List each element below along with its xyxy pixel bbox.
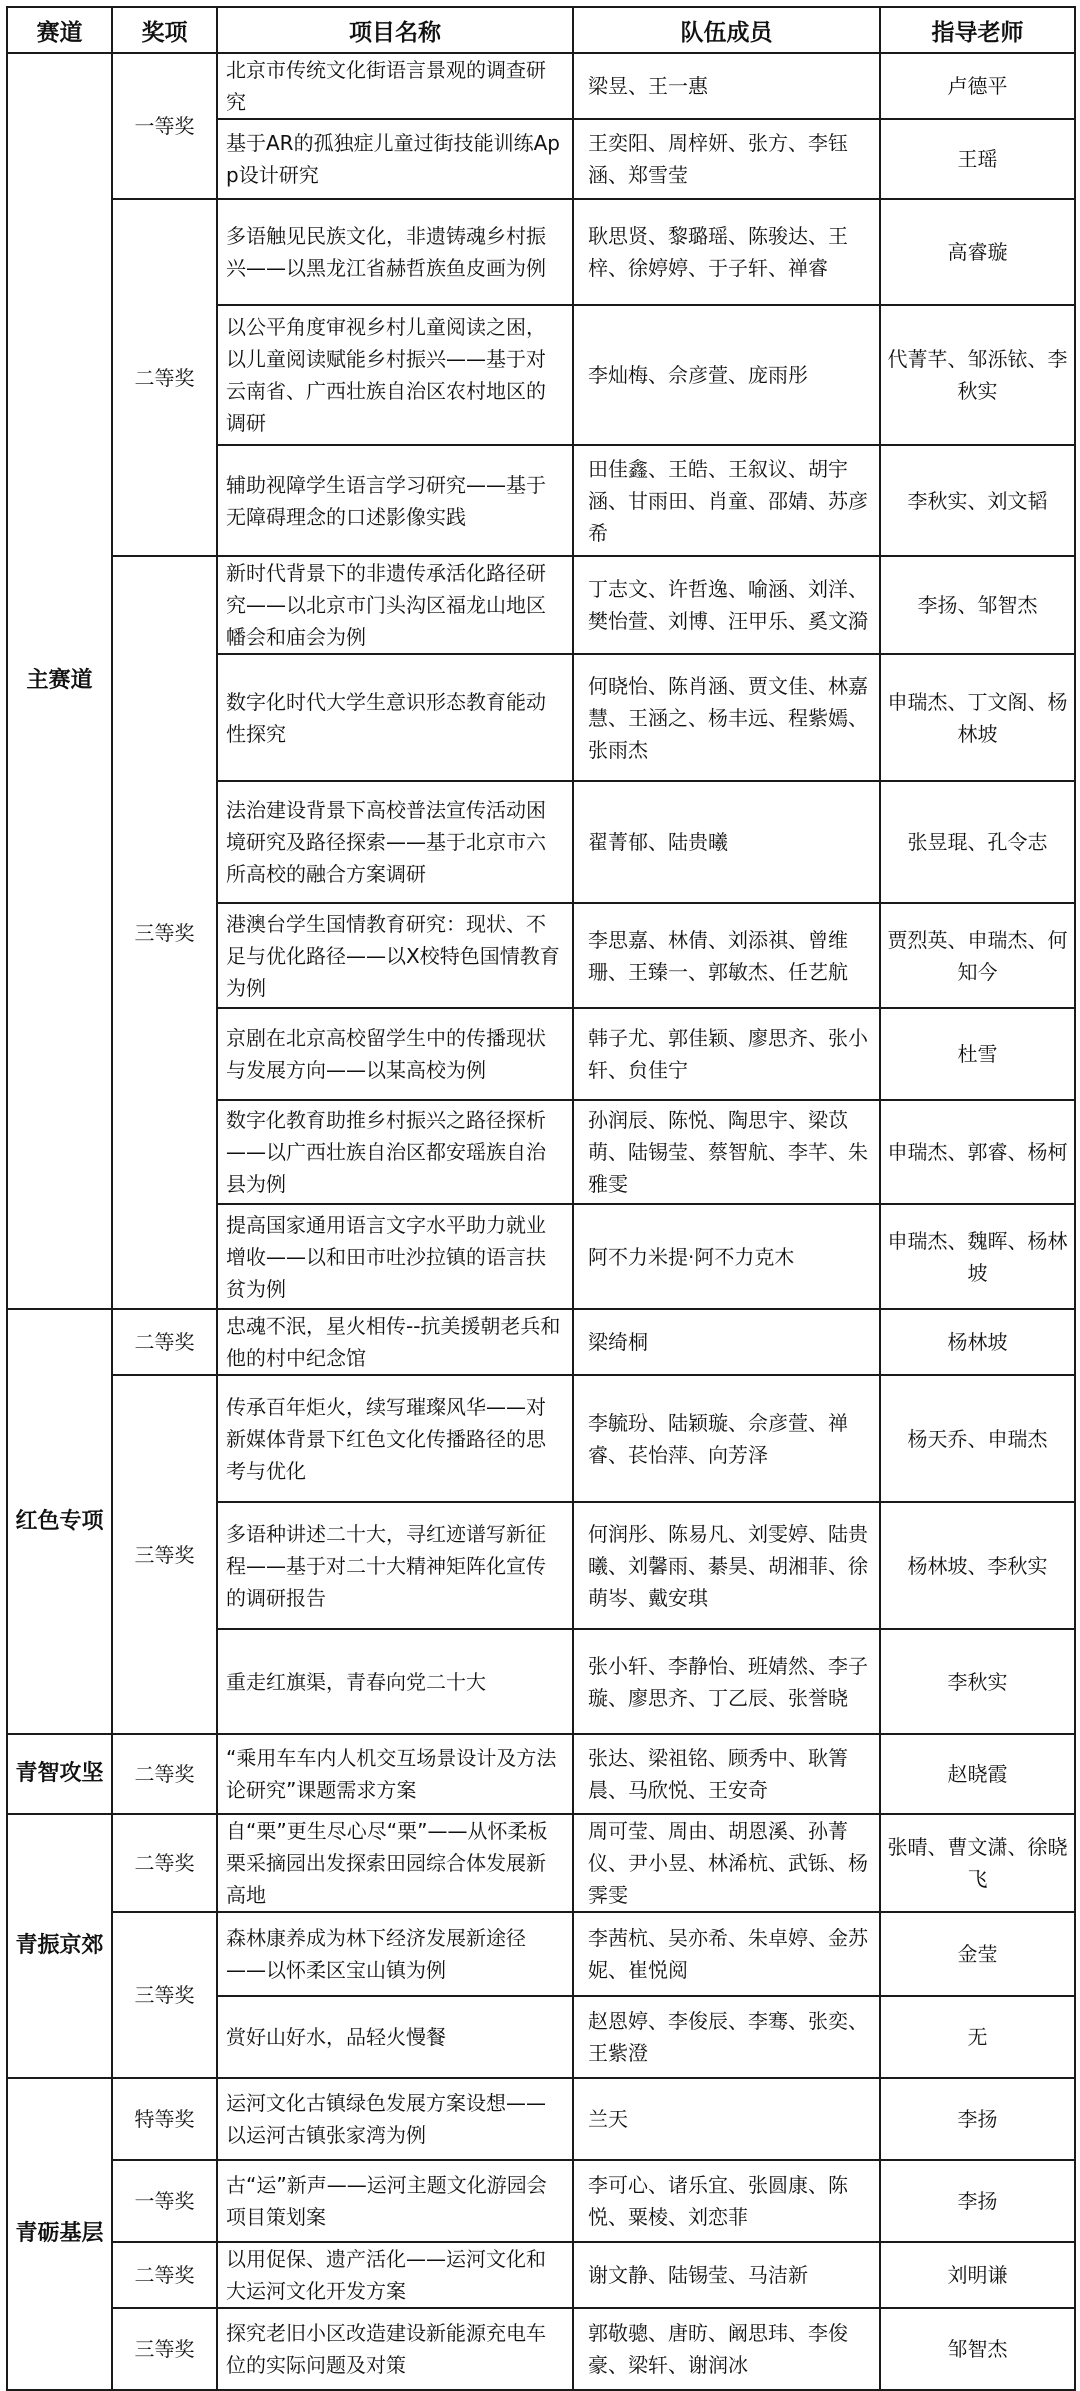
advisor-name: 赵晓霞 <box>880 1734 1075 1814</box>
project-title: 自“栗”更生尽心尽“栗”——从怀柔板栗采摘园出发探索田园综合体发展新高地 <box>217 1814 573 1912</box>
advisor-name: 贾烈英、申瑞杰、何知今 <box>880 903 1075 1008</box>
advisor-name: 申瑞杰、丁文阁、杨林坡 <box>880 654 1075 781</box>
awards-table <box>6 6 1076 2391</box>
table-row <box>7 2078 1075 2160</box>
track-cell-qingzhen: 青振京郊 <box>7 1814 112 2078</box>
project-title: 运河文化古镇绿色发展方案设想——以运河古镇张家湾为例 <box>217 2078 573 2160</box>
team-members: 王奕阳、周梓妍、张方、李钰涵、郑雪莹 <box>573 119 880 199</box>
team-members: 张小轩、李静怡、班婧然、李子璇、廖思齐、丁乙辰、张誉晓 <box>573 1629 880 1734</box>
project-title: 多语种讲述二十大，寻红迹谱写新征程——基于对二十大精神矩阵化宣传的调研报告 <box>217 1502 573 1629</box>
table-row <box>7 199 1075 305</box>
project-title: 数字化教育助推乡村振兴之路径探析——以广西壮族自治区都安瑶族自治县为例 <box>217 1100 573 1204</box>
table-row <box>7 2242 1075 2308</box>
project-title: 以公平角度审视乡村儿童阅读之困，以儿童阅读赋能乡村振兴——基于对云南省、广西壮族自治区农村地区的调研 <box>217 305 573 445</box>
team-members: 孙润辰、陈悦、陶思宇、梁苡萌、陆锡莹、蔡智航、李芊、朱雅雯 <box>573 1100 880 1204</box>
project-title: 数字化时代大学生意识形态教育能动性探究 <box>217 654 573 781</box>
project-title: 北京市传统文化街语言景观的调查研究 <box>217 53 573 119</box>
project-title: 古“运”新声——运河主题文化游园会项目策划案 <box>217 2160 573 2242</box>
advisor-name: 张昱琨、孔令志 <box>880 781 1075 903</box>
team-members: 何润彤、陈易凡、刘雯婷、陆贵曦、刘馨雨、綦昊、胡湘菲、徐萌岑、戴安琪 <box>573 1502 880 1629</box>
project-title: 赏好山好水，品轻火慢餐 <box>217 1996 573 2078</box>
team-members: 兰天 <box>573 2078 880 2160</box>
advisor-name: 杨林坡、李秋实 <box>880 1502 1075 1629</box>
project-title: 森林康养成为林下经济发展新途径——以怀柔区宝山镇为例 <box>217 1912 573 1996</box>
project-title: 新时代背景下的非遗传承活化路径研究——以北京市门头沟区福龙山地区幡会和庙会为例 <box>217 556 573 654</box>
project-title: 法治建设背景下高校普法宣传活动困境研究及路径探索——基于北京市六所高校的融合方案调研 <box>217 781 573 903</box>
advisor-name: 李秋实、刘文韬 <box>880 445 1075 556</box>
header-title: 项目名称 <box>217 7 573 53</box>
advisor-name: 申瑞杰、郭睿、杨柯 <box>880 1100 1075 1204</box>
award-cell: 特等奖 <box>112 2078 217 2160</box>
project-title: 提高国家通用语言文字水平助力就业增收——以和田市吐沙拉镇的语言扶贫为例 <box>217 1204 573 1309</box>
team-members: 李毓玢、陆颖璇、佘彦萱、禅睿、苌怡萍、向芳泽 <box>573 1375 880 1502</box>
project-title: 以用促保、遗产活化——运河文化和大运河文化开发方案 <box>217 2242 573 2308</box>
award-cell: 三等奖 <box>112 1912 217 2078</box>
award-cell: 二等奖 <box>112 1814 217 1912</box>
track-cell-qingzhi: 青智攻坚 <box>7 1734 112 1814</box>
team-members: 李可心、诸乐宜、张圆康、陈悦、粟棱、刘恋菲 <box>573 2160 880 2242</box>
advisor-name: 李扬、邹智杰 <box>880 556 1075 654</box>
award-cell: 三等奖 <box>112 1375 217 1734</box>
project-title: 传承百年炬火，续写璀璨风华——对新媒体背景下红色文化传播路径的思考与优化 <box>217 1375 573 1502</box>
team-members: 丁志文、许哲逸、喻涵、刘洋、樊怡萱、刘博、汪甲乐、奚文漪 <box>573 556 880 654</box>
header-team: 队伍成员 <box>573 7 880 53</box>
project-title: “乘用车车内人机交互场景设计及方法论研究”课题需求方案 <box>217 1734 573 1814</box>
team-members: 何晓怡、陈肖涵、贾文佳、林嘉慧、王涵之、杨丰远、程紫嫣、张雨杰 <box>573 654 880 781</box>
team-members: 张达、梁祖铭、顾秀中、耿箐晨、马欣悦、王安奇 <box>573 1734 880 1814</box>
advisor-name: 无 <box>880 1996 1075 2078</box>
advisor-name: 刘明谦 <box>880 2242 1075 2308</box>
advisor-name: 代菁芊、邹泺铱、李秋实 <box>880 305 1075 445</box>
team-members: 周可莹、周由、胡恩溪、孙菁仪、尹小昱、林浠杭、武铄、杨霁雯 <box>573 1814 880 1912</box>
table-row <box>7 2160 1075 2242</box>
award-cell: 一等奖 <box>112 53 217 199</box>
table-row <box>7 556 1075 654</box>
team-members: 李思嘉、林倩、刘添祺、曾维珊、王臻一、郭敏杰、任艺航 <box>573 903 880 1008</box>
header-row <box>7 7 1075 53</box>
award-cell: 二等奖 <box>112 1734 217 1814</box>
advisor-name: 杨天乔、申瑞杰 <box>880 1375 1075 1502</box>
award-cell: 一等奖 <box>112 2160 217 2242</box>
advisor-name: 高睿璇 <box>880 199 1075 305</box>
award-cell: 二等奖 <box>112 199 217 556</box>
team-members: 翟菁郁、陆贵曦 <box>573 781 880 903</box>
award-cell: 二等奖 <box>112 1309 217 1375</box>
project-title: 港澳台学生国情教育研究：现状、不足与优化路径——以X校特色国情教育为例 <box>217 903 573 1008</box>
team-members: 谢文静、陆锡莹、马洁新 <box>573 2242 880 2308</box>
table-row <box>7 1814 1075 1912</box>
track-cell-main: 主赛道 <box>7 53 112 1309</box>
project-title: 基于AR的孤独症儿童过街技能训练App设计研究 <box>217 119 573 199</box>
advisor-name: 邹智杰 <box>880 2308 1075 2390</box>
project-title: 探究老旧小区改造建设新能源充电车位的实际问题及对策 <box>217 2308 573 2390</box>
header-track: 赛道 <box>7 7 112 53</box>
team-members: 李茜杭、吴亦希、朱卓婷、金苏妮、崔悦阅 <box>573 1912 880 1996</box>
advisor-name: 卢德平 <box>880 53 1075 119</box>
advisor-name: 申瑞杰、魏晖、杨林坡 <box>880 1204 1075 1309</box>
award-cell: 三等奖 <box>112 556 217 1309</box>
track-cell-qingli: 青砺基层 <box>7 2078 112 2390</box>
team-members: 郭敬骢、唐昉、阚思玮、李俊豪、梁轩、谢润冰 <box>573 2308 880 2390</box>
table-row <box>7 1375 1075 1502</box>
team-members: 耿思贤、黎璐瑶、陈骏达、王梓、徐婷婷、于子轩、禅睿 <box>573 199 880 305</box>
award-cell: 二等奖 <box>112 2242 217 2308</box>
advisor-name: 李扬 <box>880 2078 1075 2160</box>
table-row <box>7 53 1075 119</box>
team-members: 韩子尤、郭佳颖、廖思齐、张小轩、贠佳宁 <box>573 1008 880 1100</box>
project-title: 忠魂不泯，星火相传--抗美援朝老兵和他的村中纪念馆 <box>217 1309 573 1375</box>
track-cell-red: 红色专项 <box>7 1309 112 1734</box>
header-advisor: 指导老师 <box>880 7 1075 53</box>
advisor-name: 张晴、曹文潇、徐晓飞 <box>880 1814 1075 1912</box>
project-title: 重走红旗渠，青春向党二十大 <box>217 1629 573 1734</box>
advisor-name: 杜雪 <box>880 1008 1075 1100</box>
advisor-name: 李扬 <box>880 2160 1075 2242</box>
award-cell: 三等奖 <box>112 2308 217 2390</box>
advisor-name: 金莹 <box>880 1912 1075 1996</box>
table-row <box>7 1309 1075 1375</box>
team-members: 李灿梅、佘彦萱、庞雨彤 <box>573 305 880 445</box>
team-members: 梁绮桐 <box>573 1309 880 1375</box>
project-title: 京剧在北京高校留学生中的传播现状与发展方向——以某高校为例 <box>217 1008 573 1100</box>
project-title: 多语触见民族文化，非遗铸魂乡村振兴——以黑龙江省赫哲族鱼皮画为例 <box>217 199 573 305</box>
table-row <box>7 2308 1075 2390</box>
project-title: 辅助视障学生语言学习研究——基于无障碍理念的口述影像实践 <box>217 445 573 556</box>
team-members: 田佳鑫、王皓、王叙议、胡宇涵、甘雨田、肖童、邵婧、苏彦希 <box>573 445 880 556</box>
header-award: 奖项 <box>112 7 217 53</box>
advisor-name: 李秋实 <box>880 1629 1075 1734</box>
team-members: 阿不力米提·阿不力克木 <box>573 1204 880 1309</box>
advisor-name: 王瑶 <box>880 119 1075 199</box>
team-members: 赵恩婷、李俊辰、李骞、张奕、王紫澄 <box>573 1996 880 2078</box>
advisor-name: 杨林坡 <box>880 1309 1075 1375</box>
table-row <box>7 1912 1075 1996</box>
team-members: 梁昱、王一惠 <box>573 53 880 119</box>
table-row <box>7 1734 1075 1814</box>
